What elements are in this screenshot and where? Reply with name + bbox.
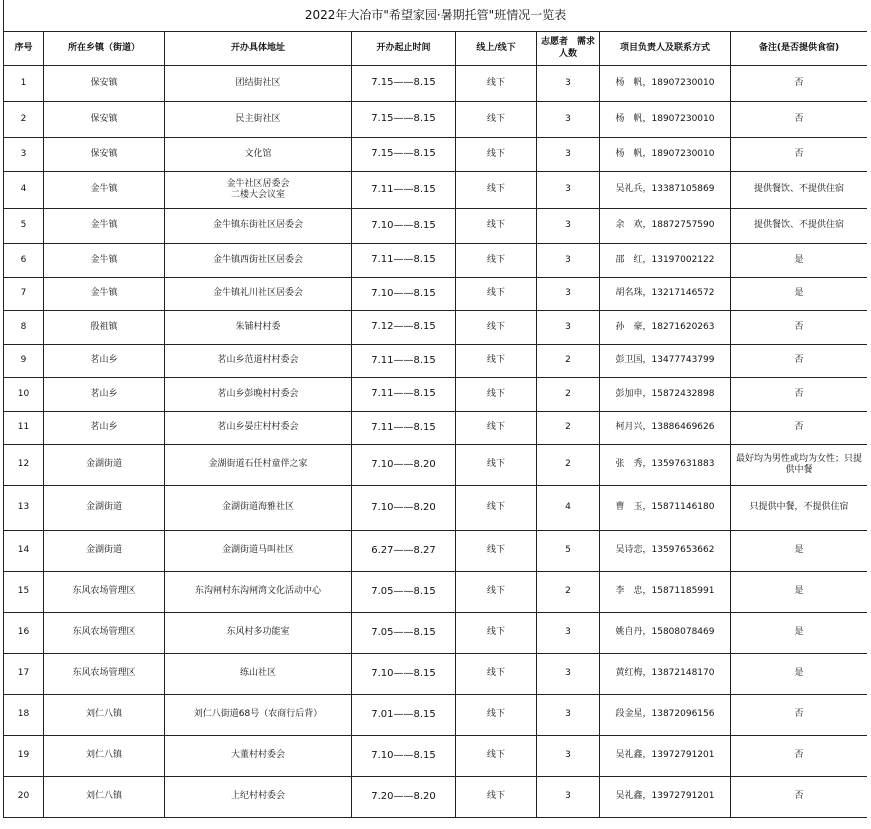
cell-address: 大董村村委会 [165,736,352,777]
cell-town: 保安镇 [44,138,165,172]
cell-town: 茗山乡 [44,378,165,412]
cell-time: 7.01——8.15 [352,695,456,736]
table-body [4,66,868,818]
cell-mode: 线下 [456,572,537,613]
cell-town: 金湖街道 [44,445,165,486]
cell-address: 东风村多功能室 [165,613,352,654]
cell-address: 金湖街道石任村童伴之家 [165,445,352,486]
table-row [4,345,868,378]
cell-time: 7.15——8.15 [352,138,456,172]
cell-note: 否 [731,412,868,445]
table-row [4,445,868,486]
cell-contact: 段金星，13872096156 [600,695,731,736]
cell-mode: 线下 [456,777,537,818]
cell-mode: 线下 [456,138,537,172]
cell-note: 否 [731,138,868,172]
cell-mode: 线下 [456,613,537,654]
cell-note: 最好均为男性或均为女性；只提供中餐 [731,445,868,486]
cell-note: 只提供中餐，不提供住宿 [731,486,868,531]
cell-no: 2 [4,102,44,138]
cell-time: 6.27——8.27 [352,531,456,572]
cell-time: 7.11——8.15 [352,345,456,378]
cell-contact: 张 秀，13597631883 [600,445,731,486]
table-row [4,654,868,695]
cell-mode: 线下 [456,311,537,345]
cell-count: 2 [537,572,600,613]
cell-contact: 余 欢，18872757590 [600,209,731,244]
table-row [4,531,868,572]
cell-address: 东沟闸村东沟闸湾文化活动中心 [165,572,352,613]
table-row [4,209,868,244]
cell-time: 7.10——8.20 [352,486,456,531]
cell-address: 金湖街道海雅社区 [165,486,352,531]
cell-no: 15 [4,572,44,613]
cell-time: 7.15——8.15 [352,102,456,138]
cell-time: 7.20——8.20 [352,777,456,818]
cell-contact: 吴诗恋，13597653662 [600,531,731,572]
table-row [4,777,868,818]
cell-no: 12 [4,445,44,486]
cell-no: 11 [4,412,44,445]
cell-no: 6 [4,244,44,278]
header-mode: 线上/线下 [456,32,537,66]
cell-mode: 线下 [456,412,537,445]
cell-mode: 线下 [456,654,537,695]
cell-town: 金牛镇 [44,172,165,209]
cell-count: 5 [537,531,600,572]
cell-town: 刘仁八镇 [44,736,165,777]
table-row [4,736,868,777]
cell-mode: 线下 [456,244,537,278]
table-row [4,244,868,278]
cell-no: 18 [4,695,44,736]
cell-contact: 吴礼鑫，13972791201 [600,777,731,818]
cell-no: 5 [4,209,44,244]
cell-time: 7.15——8.15 [352,66,456,102]
cell-mode: 线下 [456,531,537,572]
cell-no: 10 [4,378,44,412]
cell-time: 7.11——8.15 [352,378,456,412]
table-row [4,138,868,172]
cell-note: 否 [731,777,868,818]
cell-no: 4 [4,172,44,209]
cell-count: 3 [537,209,600,244]
cell-no: 3 [4,138,44,172]
cell-count: 2 [537,412,600,445]
cell-time: 7.11——8.15 [352,172,456,209]
cell-no: 20 [4,777,44,818]
cell-note: 是 [731,613,868,654]
cell-count: 3 [537,311,600,345]
cell-contact: 李 忠，15871185991 [600,572,731,613]
cell-count: 3 [537,654,600,695]
cell-count: 3 [537,613,600,654]
cell-contact: 孙 豪，18271620263 [600,311,731,345]
cell-mode: 线下 [456,278,537,311]
cell-address: 刘仁八街道68号（农商行后背） [165,695,352,736]
table-row [4,572,868,613]
cell-count: 3 [537,244,600,278]
cell-mode: 线下 [456,102,537,138]
cell-mode: 线下 [456,172,537,209]
cell-town: 金湖街道 [44,486,165,531]
cell-note: 提供餐饮、不提供住宿 [731,209,868,244]
header-time: 开办起止时间 [352,32,456,66]
cell-time: 7.12——8.15 [352,311,456,345]
cell-mode: 线下 [456,66,537,102]
cell-note: 否 [731,345,868,378]
cell-contact: 曹 玉，15871146180 [600,486,731,531]
cell-town: 东风农场管理区 [44,654,165,695]
table-row [4,695,868,736]
table-row [4,172,868,209]
table-row [4,613,868,654]
header-note: 备注(是否提供食宿) [731,32,868,66]
cell-count: 3 [537,278,600,311]
cell-town: 金牛镇 [44,209,165,244]
cell-town: 殷祖镇 [44,311,165,345]
cell-town: 金牛镇 [44,278,165,311]
cell-note: 否 [731,66,868,102]
cell-mode: 线下 [456,345,537,378]
cell-town: 刘仁八镇 [44,695,165,736]
cell-time: 7.11——8.15 [352,244,456,278]
cell-no: 7 [4,278,44,311]
cell-no: 8 [4,311,44,345]
cell-address: 金牛社区居委会 二楼大会议室 [165,172,352,209]
cell-count: 2 [537,445,600,486]
cell-address: 文化馆 [165,138,352,172]
cell-town: 金牛镇 [44,244,165,278]
cell-mode: 线下 [456,378,537,412]
cell-no: 17 [4,654,44,695]
cell-town: 东风农场管理区 [44,613,165,654]
cell-address: 茗山乡晏庄村村委会 [165,412,352,445]
cell-note: 否 [731,736,868,777]
cell-no: 9 [4,345,44,378]
table-row [4,66,868,102]
cell-contact: 杨 帆，18907230010 [600,66,731,102]
table-row [4,102,868,138]
cell-no: 13 [4,486,44,531]
cell-address: 团结街社区 [165,66,352,102]
cell-town: 茗山乡 [44,345,165,378]
cell-count: 4 [537,486,600,531]
cell-note: 是 [731,531,868,572]
cell-town: 刘仁八镇 [44,777,165,818]
cell-note: 是 [731,572,868,613]
table-row [4,278,868,311]
cell-time: 7.05——8.15 [352,613,456,654]
cell-address: 上纪村村委会 [165,777,352,818]
cell-count: 3 [537,695,600,736]
cell-contact: 姚自丹，15808078469 [600,613,731,654]
table-title: 2022年大冶市"希望家园·暑期托管"班情况一览表 [4,0,868,32]
cell-count: 3 [537,138,600,172]
cell-count: 3 [537,102,600,138]
cell-count: 3 [537,777,600,818]
cell-note: 提供餐饮、不提供住宿 [731,172,868,209]
header-town: 所在乡镇（街道） [44,32,165,66]
cell-no: 16 [4,613,44,654]
cell-contact: 彭卫国，13477743799 [600,345,731,378]
cell-contact: 彭加申，15872432898 [600,378,731,412]
cell-address: 练山社区 [165,654,352,695]
cell-note: 否 [731,378,868,412]
cell-town: 保安镇 [44,102,165,138]
cell-no: 19 [4,736,44,777]
cell-contact: 杨 帆，18907230010 [600,138,731,172]
cell-contact: 吴礼兵，13387105869 [600,172,731,209]
spreadsheet [3,0,867,829]
cell-count: 2 [537,378,600,412]
cell-time: 7.10——8.15 [352,736,456,777]
cell-no: 14 [4,531,44,572]
cell-mode: 线下 [456,736,537,777]
table-row [4,311,868,345]
cell-address: 金湖街道马叫社区 [165,531,352,572]
cell-contact: 吴礼鑫，13972791201 [600,736,731,777]
cell-address: 茗山乡彭晚村村委会 [165,378,352,412]
cell-contact: 柯月兴，13886469626 [600,412,731,445]
cell-note: 否 [731,311,868,345]
cell-town: 金湖街道 [44,531,165,572]
cell-town: 保安镇 [44,66,165,102]
cell-count: 3 [537,736,600,777]
cell-address: 金牛镇礼川社区居委会 [165,278,352,311]
cell-no: 1 [4,66,44,102]
cell-note: 否 [731,102,868,138]
summary-table [3,0,867,818]
cell-contact: 邵 红，13197002122 [600,244,731,278]
cell-address: 民主街社区 [165,102,352,138]
cell-mode: 线下 [456,209,537,244]
cell-contact: 黄红梅，13872148170 [600,654,731,695]
cell-mode: 线下 [456,445,537,486]
cell-count: 3 [537,66,600,102]
cell-time: 7.10——8.15 [352,278,456,311]
header-row [4,32,868,66]
cell-count: 3 [537,172,600,209]
cell-contact: 胡名珠，13217146572 [600,278,731,311]
cell-time: 7.10——8.15 [352,209,456,244]
cell-count: 2 [537,345,600,378]
cell-time: 7.05——8.15 [352,572,456,613]
cell-mode: 线下 [456,486,537,531]
cell-contact: 杨 帆，18907230010 [600,102,731,138]
cell-mode: 线下 [456,695,537,736]
cell-time: 7.10——8.20 [352,445,456,486]
cell-time: 7.11——8.15 [352,412,456,445]
cell-town: 东风农场管理区 [44,572,165,613]
cell-note: 否 [731,695,868,736]
cell-note: 是 [731,244,868,278]
header-contact: 项目负责人及联系方式 [600,32,731,66]
cell-town: 茗山乡 [44,412,165,445]
table-row [4,486,868,531]
cell-note: 是 [731,278,868,311]
cell-address: 茗山乡范道村村委会 [165,345,352,378]
cell-note: 是 [731,654,868,695]
cell-time: 7.10——8.15 [352,654,456,695]
cell-address: 朱铺村村委 [165,311,352,345]
header-count: 志愿者 需求人数 [537,32,600,66]
table-row [4,412,868,445]
cell-address: 金牛镇西街社区居委会 [165,244,352,278]
cell-address: 金牛镇东街社区居委会 [165,209,352,244]
table-row [4,378,868,412]
header-no: 序号 [4,32,44,66]
header-address: 开办具体地址 [165,32,352,66]
